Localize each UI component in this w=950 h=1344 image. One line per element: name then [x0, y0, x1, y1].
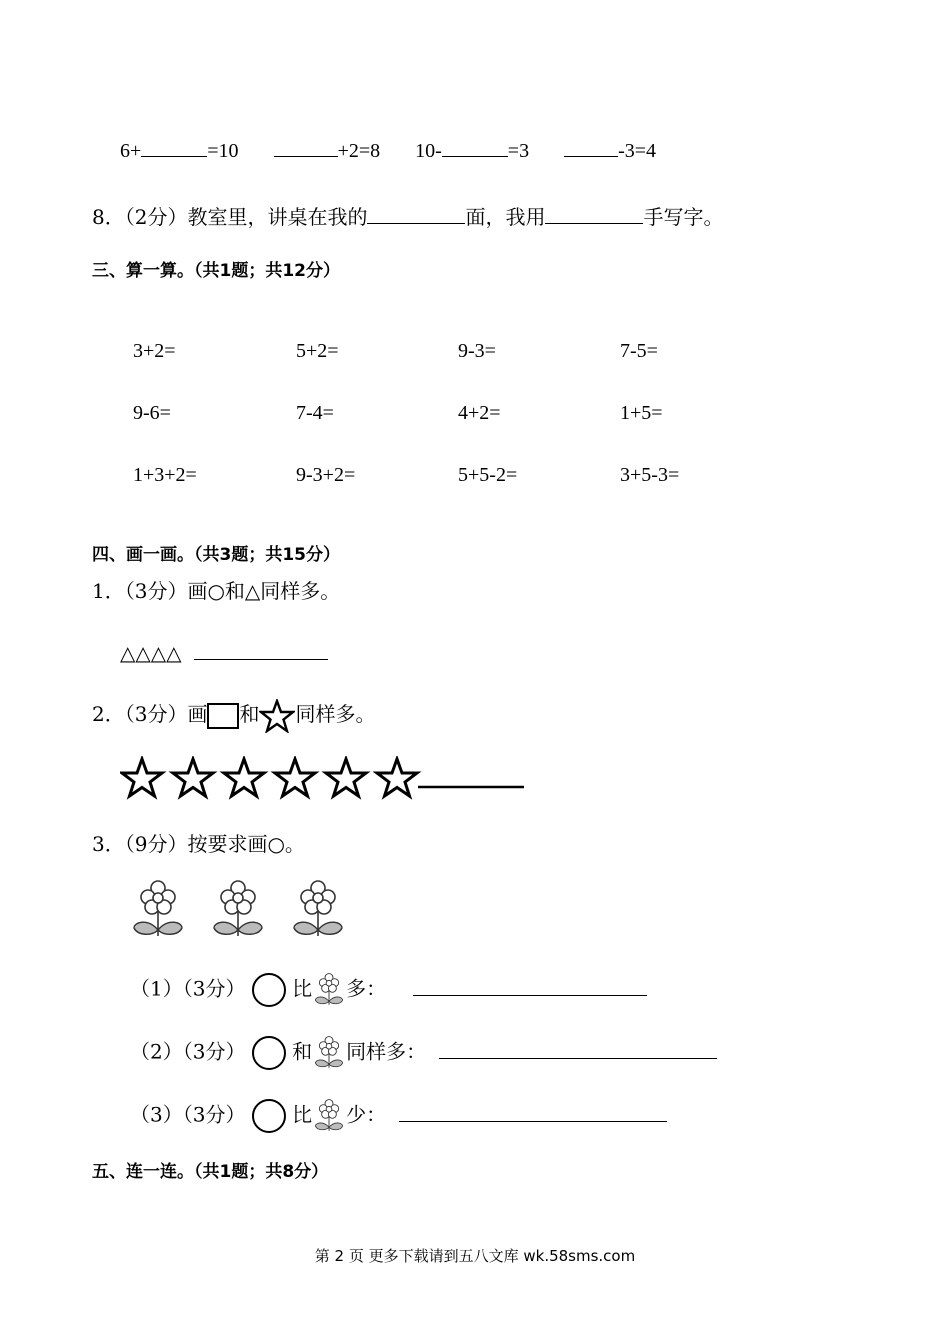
- section-5-title: 五、连一连。（共1题；共8分）: [92, 1162, 329, 1182]
- flower-icon: [294, 881, 342, 936]
- triangles: △△△△: [120, 641, 182, 665]
- q8-blank-2[interactable]: [545, 205, 643, 224]
- calc-problem: 4+2=: [458, 402, 501, 424]
- s4-question-1: 1．（3分）画○和△同样多。: [92, 579, 341, 603]
- square-icon: [207, 703, 239, 729]
- small-flower-icon: [312, 1096, 346, 1136]
- small-flower-icon: [312, 1033, 346, 1073]
- star-row: [120, 756, 540, 800]
- calc-problem: 1+5=: [620, 402, 663, 424]
- eq2: +2=8: [274, 140, 381, 162]
- star-icon: [173, 759, 213, 796]
- calc-problem: 9-3+2=: [296, 464, 356, 486]
- page-footer: 第 2 页 更多下载请到五八文库 wk.58sms.com: [314, 1247, 636, 1265]
- equation-row-top: [120, 138, 656, 163]
- s4-question-3: 3．（9分）按要求画○。: [92, 832, 305, 856]
- eq2-blank[interactable]: [274, 138, 338, 157]
- flower-row: [128, 876, 388, 940]
- eq4: -3=4: [564, 140, 656, 162]
- calc-problem: 9-6=: [133, 402, 171, 424]
- s4-q3-sub-1: （1）（3分） 比 多：: [130, 970, 647, 1010]
- s4-q3-sub-1-blank[interactable]: [413, 977, 647, 996]
- star-icon: [224, 759, 264, 796]
- calc-problem: 9-3=: [458, 340, 496, 362]
- flower-icon: [214, 881, 262, 936]
- small-flower-icon: [312, 970, 346, 1010]
- s4-question-2: 2．（3分）画 和 同样多。: [92, 698, 375, 733]
- calc-problem: 5+5-2=: [458, 464, 518, 486]
- eq1-blank[interactable]: [141, 138, 207, 157]
- star-icon: [275, 759, 315, 796]
- eq1: 6+ =10: [120, 140, 239, 162]
- calc-problem: 7-4=: [296, 402, 334, 424]
- s4-q1-answer-row: [120, 641, 328, 665]
- star-icon: [259, 699, 295, 733]
- s4-q3-sub-3: （3）（3分） 比 少：: [130, 1096, 667, 1136]
- circle-icon: [252, 1036, 286, 1070]
- star-icon: [377, 759, 417, 796]
- section-3-title: 三、算一算。（共1题；共12分）: [92, 261, 340, 281]
- calc-problem: 7-5=: [620, 340, 658, 362]
- section-4-title: 四、画一画。（共3题；共15分）: [92, 545, 340, 565]
- calc-problem: 3+2=: [133, 340, 176, 362]
- s4-q1-blank[interactable]: [194, 641, 328, 660]
- s4-q3-sub-2-blank[interactable]: [439, 1040, 717, 1059]
- flower-icon: [134, 881, 182, 936]
- eq3-blank[interactable]: [442, 138, 508, 157]
- eq4-blank[interactable]: [564, 138, 618, 157]
- question-8: 8．（2分）教室里，讲桌在我的 面，我用 手写字。: [92, 205, 724, 229]
- star-icon: [122, 759, 162, 796]
- star-icon: [326, 759, 366, 796]
- calc-problem: 5+2=: [296, 340, 339, 362]
- calc-problem: 3+5-3=: [620, 464, 680, 486]
- s4-q3-sub-3-blank[interactable]: [399, 1103, 667, 1122]
- eq3: 10- =3: [415, 140, 530, 162]
- circle-icon: [252, 973, 286, 1007]
- s4-q3-sub-2: （2）（3分） 和 同样多：: [130, 1033, 717, 1073]
- circle-icon: [252, 1099, 286, 1133]
- calc-problem: 1+3+2=: [133, 464, 197, 486]
- q8-blank-1[interactable]: [367, 205, 465, 224]
